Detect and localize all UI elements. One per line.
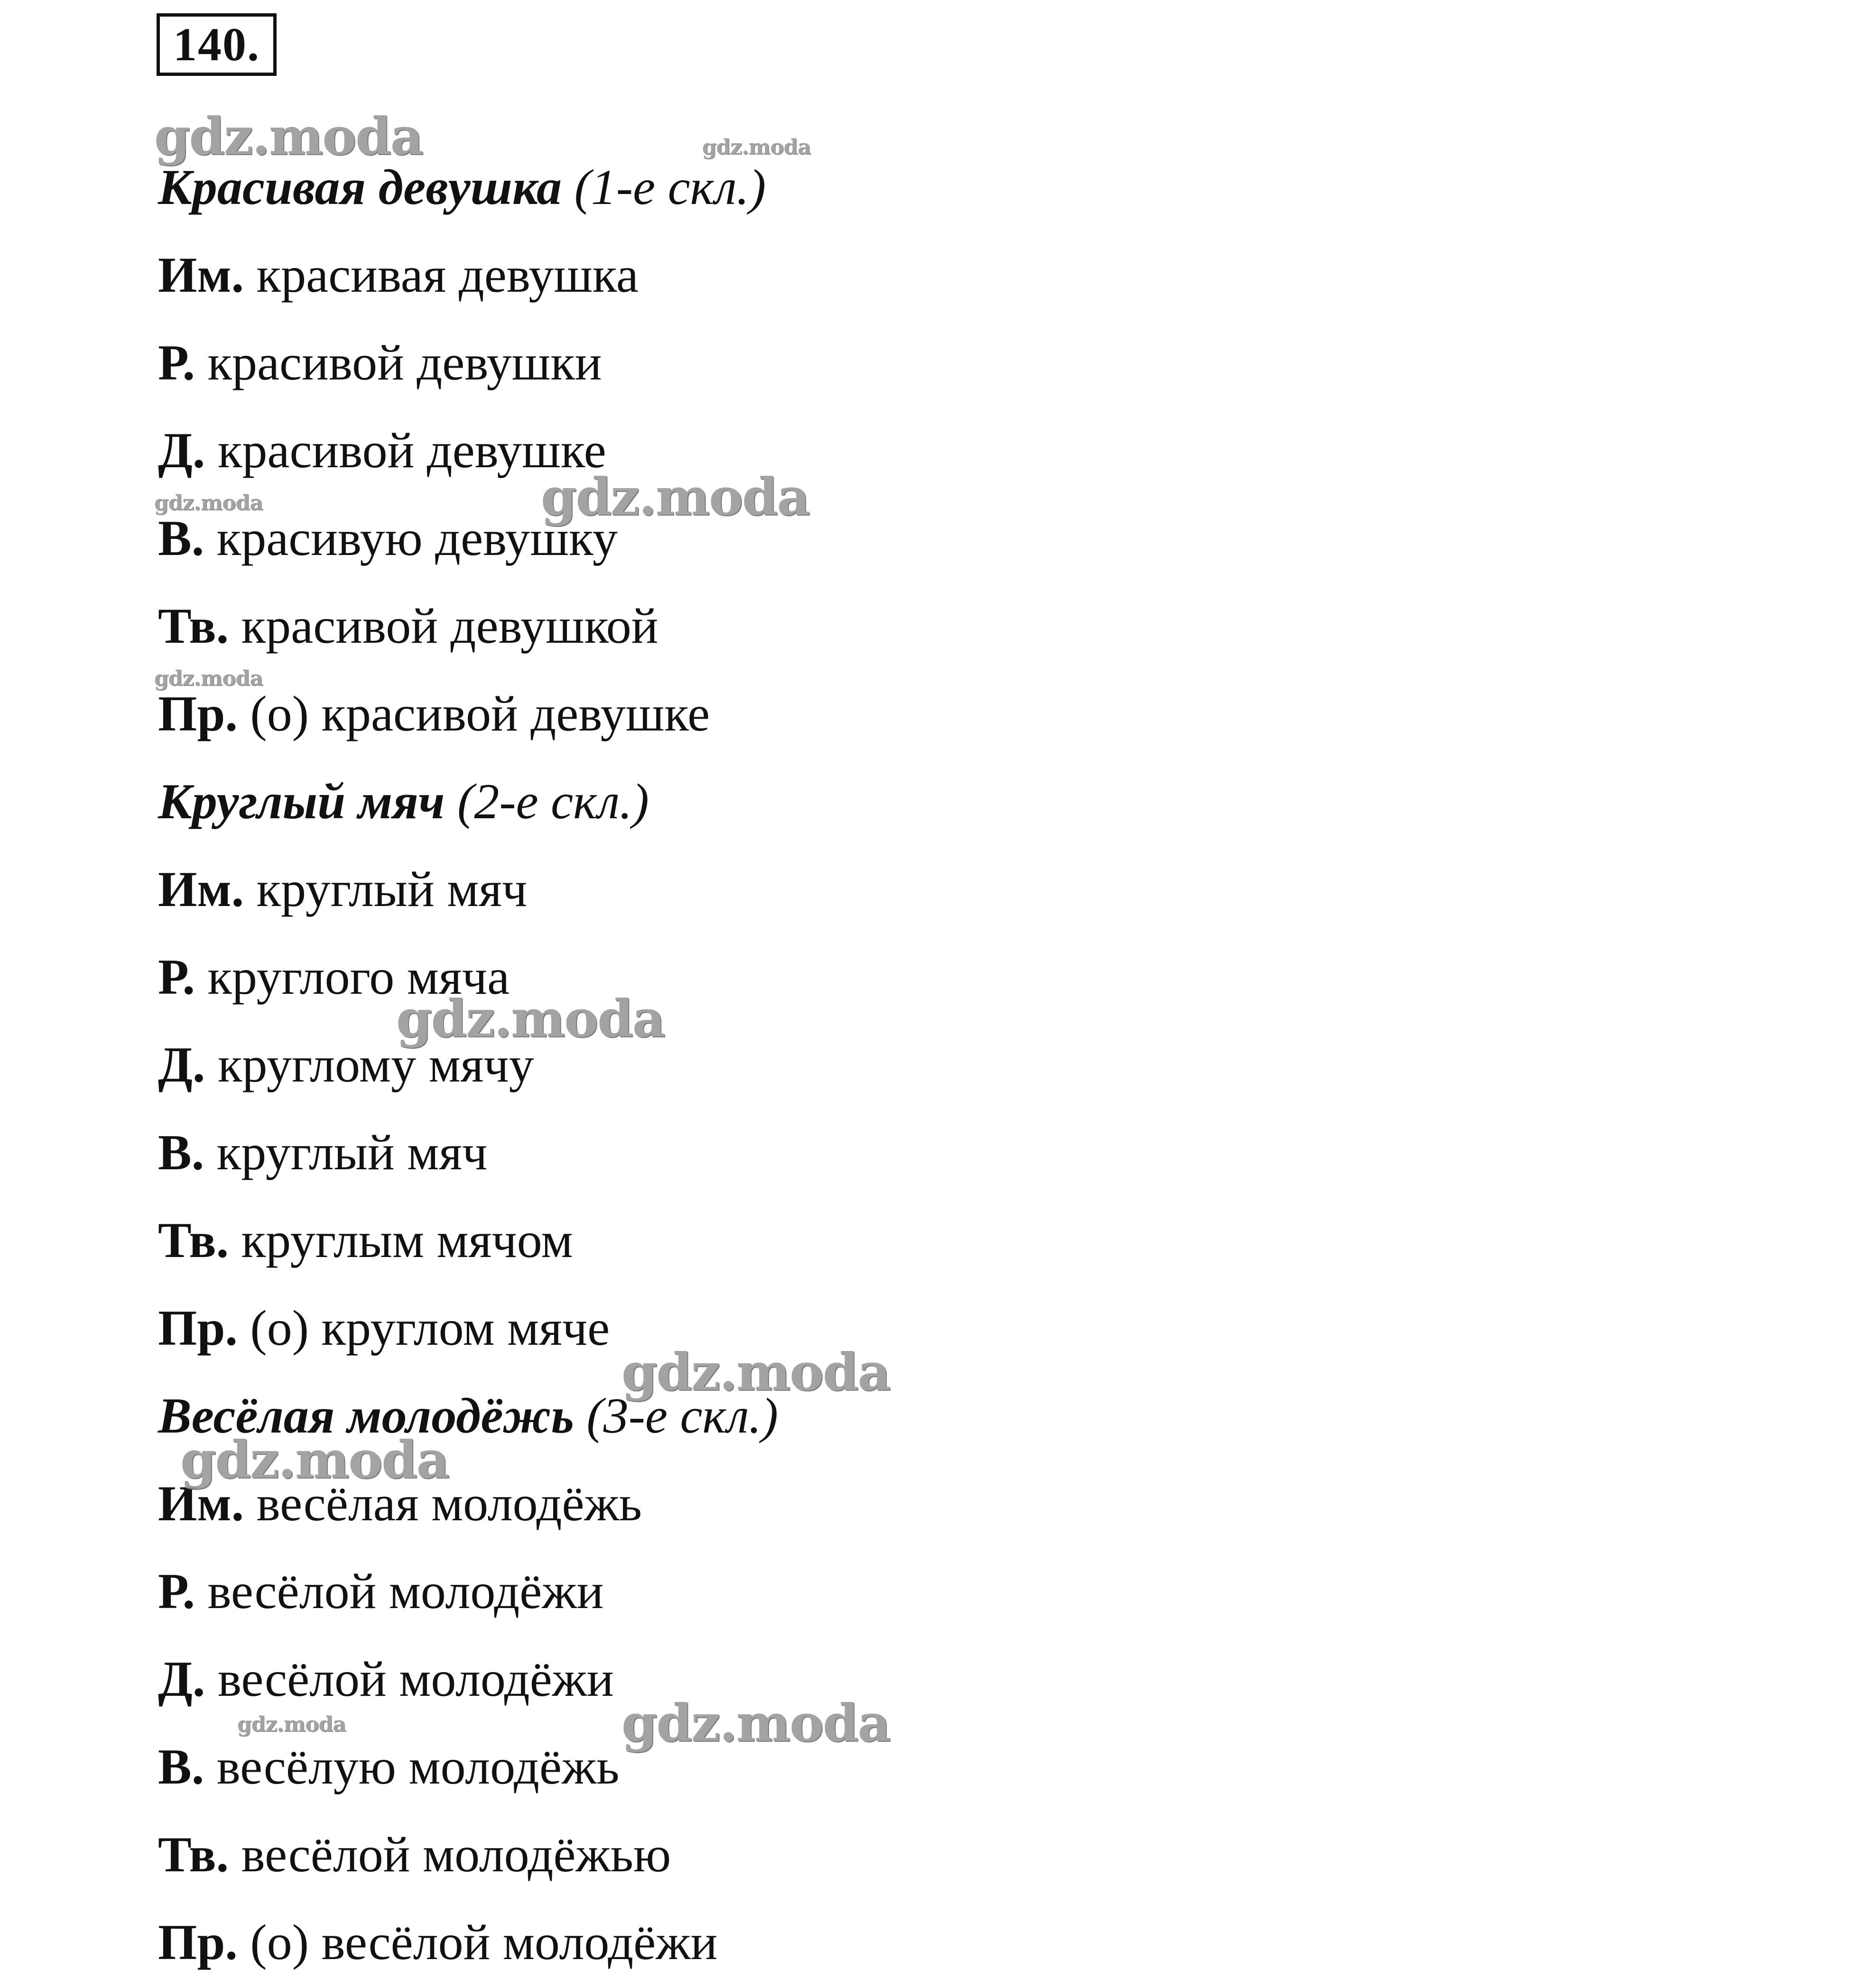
case-form: красивую девушку	[216, 510, 618, 566]
case-row	[158, 1122, 487, 1184]
case-label: Тв.	[158, 598, 229, 654]
case-row	[158, 595, 658, 657]
declension-note: (1-е скл.)	[574, 159, 766, 215]
case-label: Р.	[158, 1563, 195, 1619]
case-form: круглый мяч	[256, 861, 528, 917]
watermark: gdz.moda	[621, 1693, 890, 1753]
case-form: весёлой молодёжи	[207, 1563, 604, 1619]
case-label: Р.	[158, 335, 195, 390]
case-row	[158, 332, 602, 394]
case-form: весёлой молодёжи	[217, 1651, 614, 1707]
case-label: Им.	[158, 1476, 244, 1531]
case-label: Им.	[158, 861, 244, 917]
case-label: Д.	[158, 1037, 205, 1092]
case-form: (о) весёлой молодёжи	[250, 1914, 718, 1970]
case-label: Тв.	[158, 1827, 229, 1882]
case-label: В.	[158, 1739, 204, 1794]
case-form: красивая девушка	[256, 247, 639, 303]
declension-note: (3-е скл.)	[586, 1388, 778, 1443]
case-form: весёлую молодёжь	[216, 1739, 620, 1794]
phrase-title-2	[158, 771, 649, 832]
watermark: gdz.moda	[396, 989, 665, 1049]
case-row	[158, 1824, 671, 1886]
case-label: Пр.	[158, 1300, 238, 1356]
case-row	[158, 1561, 603, 1622]
case-form: красивой девушки	[207, 335, 602, 390]
case-form: (о) красивой девушке	[250, 686, 710, 741]
case-label: В.	[158, 1125, 204, 1180]
case-form: красивой девушкой	[241, 598, 658, 654]
case-form: круглому мячу	[217, 1037, 534, 1092]
case-label: Р.	[158, 949, 195, 1005]
case-label: Пр.	[158, 1914, 238, 1970]
case-form: круглым мячом	[241, 1212, 573, 1268]
case-row	[158, 420, 606, 481]
watermark: gdz.moda	[621, 1342, 890, 1402]
case-form: круглый мяч	[216, 1125, 488, 1180]
case-row	[158, 1297, 610, 1359]
case-form: весёлой молодёжью	[241, 1827, 671, 1882]
case-row	[158, 683, 710, 745]
watermark: gdz.moda	[180, 1430, 449, 1490]
phrase-head: Красивая девушка	[158, 159, 562, 215]
declension-note: (2-е скл.)	[457, 774, 649, 829]
phrase-head: Весёлая молодёжь	[158, 1388, 574, 1443]
case-form: круглого мяча	[207, 949, 510, 1005]
case-row	[158, 1648, 614, 1710]
case-label: Д.	[158, 1651, 205, 1707]
watermark: gdz.moda	[154, 491, 263, 515]
case-label: Д.	[158, 423, 205, 478]
case-form: (о) круглом мяче	[250, 1300, 610, 1356]
task-number: 140.	[157, 13, 277, 76]
phrase-head: Круглый мяч	[158, 774, 445, 829]
watermark: gdz.moda	[702, 135, 811, 159]
case-label: Тв.	[158, 1212, 229, 1268]
case-row	[158, 244, 639, 306]
case-row	[158, 859, 527, 920]
watermark: gdz.moda	[154, 666, 263, 691]
case-row	[158, 1736, 620, 1798]
case-row	[158, 1210, 573, 1271]
watermark: gdz.moda	[237, 1712, 346, 1737]
case-label: Пр.	[158, 686, 238, 741]
case-form: весёлая молодёжь	[256, 1476, 642, 1531]
case-form: красивой девушке	[217, 423, 606, 478]
case-row	[158, 1912, 717, 1973]
case-label: Им.	[158, 247, 244, 303]
watermark: gdz.moda	[154, 107, 423, 166]
watermark: gdz.moda	[541, 467, 809, 527]
case-label: В.	[158, 510, 204, 566]
